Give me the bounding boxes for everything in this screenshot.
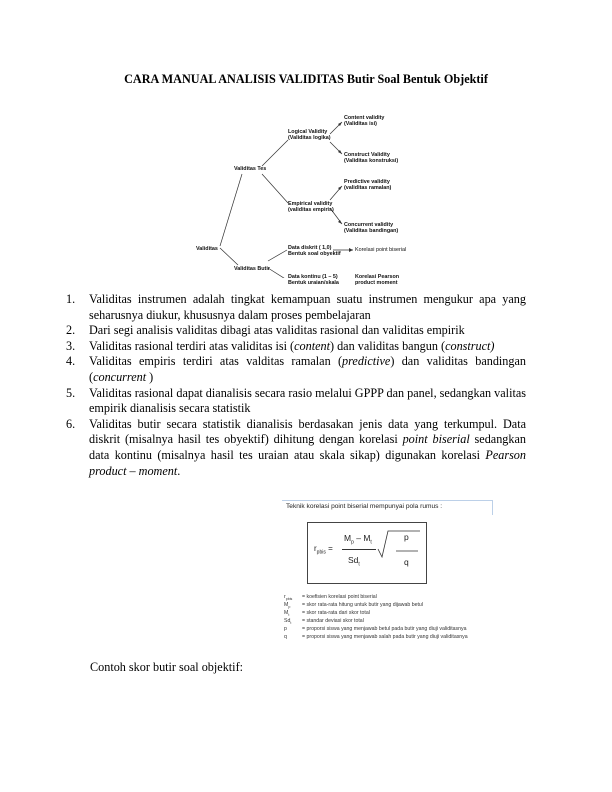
legend-symbol: $M_t$ — [284, 609, 290, 617]
legend-symbol: $r_{pbis}$ — [284, 594, 293, 602]
list-text: Dari segi analisis validitas dibagi atas validitas rasional dan validitas empirik — [89, 323, 465, 338]
node-construct: Construct Validity (Validitas konstruksi) — [344, 152, 399, 164]
sqrt-icon — [376, 527, 422, 577]
legend-description: = skor rata-rata dari skor total — [302, 609, 370, 616]
node-korelasi-pearson: Korelasi Pearson product moment — [355, 274, 400, 286]
node-validitas-tes: Validitas Tes — [234, 166, 267, 172]
node-validitas: Validitas — [196, 246, 218, 252]
list-text: Validitas butir secara statistik dianalisis berdasakan jenis data yang terkumpul. Data diskrit (misalnya hasil tes obyektif) dihitung dengan korelasi point biserial sedangkan data kontinu (misalnya hasil tes uraian atau skala sikap) digunakan korelasi Pearson product – moment. — [89, 416, 526, 478]
node-predictive: Predictive validity (validitas ramalan) — [344, 179, 392, 191]
formula-caption: Teknik korelasi point biserial mempunyai pola rumus : — [286, 503, 443, 510]
node-validitas-butir: Validitas Butir — [234, 266, 270, 272]
legend-description: = proporsi siswa yang menjawab salah pada butir yang diuji validitasnya — [302, 633, 468, 640]
list-number: 6. — [66, 416, 76, 431]
list-item — [66, 292, 526, 323]
list-text: Validitas rasional terdiri atas validitas isi (content) dan validitas bangun (construct) — [89, 338, 495, 353]
list-number: 5. — [66, 385, 76, 400]
list-text: Validitas instrumen adalah tingkat kemampuan suatu instrumen mengukur apa yang seharusnya diukur, khususnya dalam proses pembelajaran — [89, 292, 526, 322]
page-title: CARA MANUAL ANALISIS VALIDITAS Butir Soal Bentuk Objektif — [124, 72, 488, 86]
node-content: Content validity (Validitas isi) — [344, 115, 385, 127]
node-korelasi-biserial: Korelasi point biserial — [355, 247, 407, 253]
formula-numerator: $M_p - M_t$ — [344, 533, 372, 546]
legend-symbol: q — [284, 633, 287, 640]
list-item — [66, 354, 526, 385]
node-logical: Logical Validity (Validitas logika) — [288, 129, 331, 141]
validity-points-list — [66, 292, 526, 479]
legend-description: = skor rata-rata hitung untuk butir yang dijawab betul — [302, 601, 423, 608]
legend-description: = proporsi siswa yang menjawab betul pada butir yang diuji validitasnya — [302, 625, 467, 632]
contoh-heading: Contoh skor butir soal objektif: — [90, 660, 244, 674]
legend-symbol: $M_p$ — [284, 601, 291, 609]
node-diskrit: Data diskrit ( 1,0) Bentuk soal obyektif — [288, 245, 341, 257]
list-number: 1. — [66, 292, 76, 306]
list-item — [66, 417, 526, 479]
legend-symbol: p — [284, 625, 287, 632]
formula-p: p — [404, 532, 409, 542]
list-text: Validitas rasional dapat dianalisis secara rasio melalui GPPP dan panel, sedangkan valitas empirik dianalisis secara statistik — [89, 385, 526, 416]
list-item — [66, 386, 526, 417]
fraction-bar — [342, 549, 376, 550]
list-number: 3. — [66, 338, 76, 353]
list-item — [66, 339, 526, 355]
legend-description: = standar deviasi skor total — [302, 617, 364, 624]
formula-figure — [282, 500, 492, 648]
formula-lhs: $r_{pbis}$ = — [314, 544, 333, 556]
list-number: 2. — [66, 323, 76, 338]
node-empirical: Empirical validity (validitas empiris) — [288, 201, 334, 213]
legend-symbol: $Sd_t$ — [284, 617, 292, 625]
formula-q: q — [404, 557, 409, 567]
node-kontinu: Data kontinu (1 – 5) Bentuk uraian/skala — [288, 274, 339, 286]
node-concurrent: Concurrent validity (Validitas bandingan) — [344, 222, 399, 234]
formula-denominator: $Sd_t$ — [348, 555, 360, 568]
list-number: 4. — [66, 354, 76, 369]
list-text: Validitas empiris terdiri atas valditas ramalan (predictive) dan validitas bandingan (concurrent ) — [89, 354, 526, 384]
validity-tree-diagram — [190, 108, 440, 286]
list-item — [66, 323, 526, 339]
formula-equation-box — [307, 522, 427, 584]
legend-description: = koefisien korelasi point biserial — [302, 594, 377, 600]
